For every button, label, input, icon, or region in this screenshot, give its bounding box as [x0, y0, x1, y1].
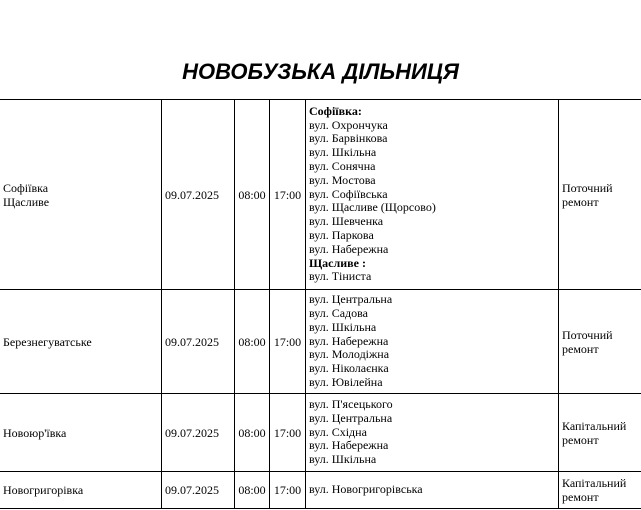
work-type-text: Поточний	[562, 180, 613, 195]
start-time-cell: 08:00	[235, 394, 270, 472]
street-item: вул. Шкільна	[309, 452, 377, 467]
settlement-name: Новогригорівка	[3, 483, 84, 497]
start-time-cell: 08:00	[235, 472, 270, 509]
work-type-text: ремонт	[562, 341, 599, 356]
work-type-cell	[559, 290, 641, 394]
work-type-cell	[559, 100, 641, 290]
street-item: вул. Молодіжна	[309, 347, 390, 362]
street-item: вул. Охрончука	[309, 117, 388, 132]
street-item: вул. Набережна	[309, 438, 389, 453]
work-type-text: Капітальний	[562, 418, 627, 433]
street-item: вул. Паркова	[309, 227, 374, 242]
street-item: вул. Східна	[309, 424, 367, 439]
table-row	[0, 472, 641, 509]
date-cell: 09.07.2025	[162, 472, 235, 509]
work-type-text: Поточний	[562, 327, 613, 342]
street-item: вул. Ювілейна	[309, 374, 383, 389]
end-time-cell: 17:00	[270, 472, 306, 509]
street-item: вул. Софіївська	[309, 186, 388, 201]
table-row	[0, 100, 641, 290]
street-item: вул. Щасливе (Щорсово)	[309, 200, 436, 215]
work-type-cell	[559, 472, 641, 509]
street-item: вул. Шкільна	[309, 319, 377, 334]
settlement-cell	[0, 394, 162, 472]
street-item: вул. Тіниста	[309, 269, 372, 284]
end-time-cell: 17:00	[270, 100, 306, 290]
streets-cell	[306, 394, 559, 472]
settlement-cell	[0, 472, 162, 509]
settlement-name: Березнегуватське	[3, 334, 92, 349]
street-item: вул. Мостова	[309, 172, 376, 187]
settlement-cell	[0, 290, 162, 394]
work-type-text: ремонт	[562, 432, 599, 447]
street-item: вул. Барвінкова	[309, 131, 388, 146]
street-item: вул. Центральна	[309, 410, 393, 425]
street-item: вул. Шевченка	[309, 214, 384, 229]
street-item: вул. Набережна	[309, 333, 389, 348]
outage-schedule-table	[0, 99, 641, 509]
streets-cell	[306, 100, 559, 290]
street-item: вул. Шкільна	[309, 145, 377, 160]
settlement-name: Софіївка	[3, 180, 49, 195]
settlement-heading: Софіївка:	[309, 103, 362, 118]
settlement-name: Новоюр'ївка	[3, 425, 67, 440]
streets-cell	[306, 472, 559, 509]
start-time-cell: 08:00	[235, 290, 270, 394]
settlement-cell	[0, 100, 162, 290]
date-cell: 09.07.2025	[162, 290, 235, 394]
street-item: вул. Сонячна	[309, 159, 376, 173]
work-type-text: ремонт	[562, 194, 599, 209]
settlement-heading: Щасливе :	[309, 255, 366, 270]
street-item: вул. Новогригорівська	[309, 482, 423, 497]
end-time-cell: 17:00	[270, 394, 306, 472]
end-time-cell: 17:00	[270, 290, 306, 394]
date-cell: 09.07.2025	[162, 100, 235, 290]
start-time-cell: 08:00	[235, 100, 270, 290]
table-row	[0, 394, 641, 472]
work-type-text: ремонт	[562, 490, 599, 504]
table-row	[0, 290, 641, 394]
page-title: НОВОБУЗЬКА ДІЛЬНИЦЯ	[182, 59, 459, 84]
street-item: вул. Центральна	[309, 292, 393, 307]
date-cell: 09.07.2025	[162, 394, 235, 472]
work-type-cell	[559, 394, 641, 472]
street-item: вул. П'ясецького	[309, 397, 393, 411]
street-item: вул. Садова	[309, 306, 368, 320]
street-item: вул. Набережна	[309, 241, 389, 256]
streets-cell	[306, 290, 559, 394]
work-type-text: Капітальний	[562, 476, 627, 490]
settlement-name: Щасливе	[3, 194, 50, 209]
street-item: вул. Ніколаєнка	[309, 361, 389, 376]
